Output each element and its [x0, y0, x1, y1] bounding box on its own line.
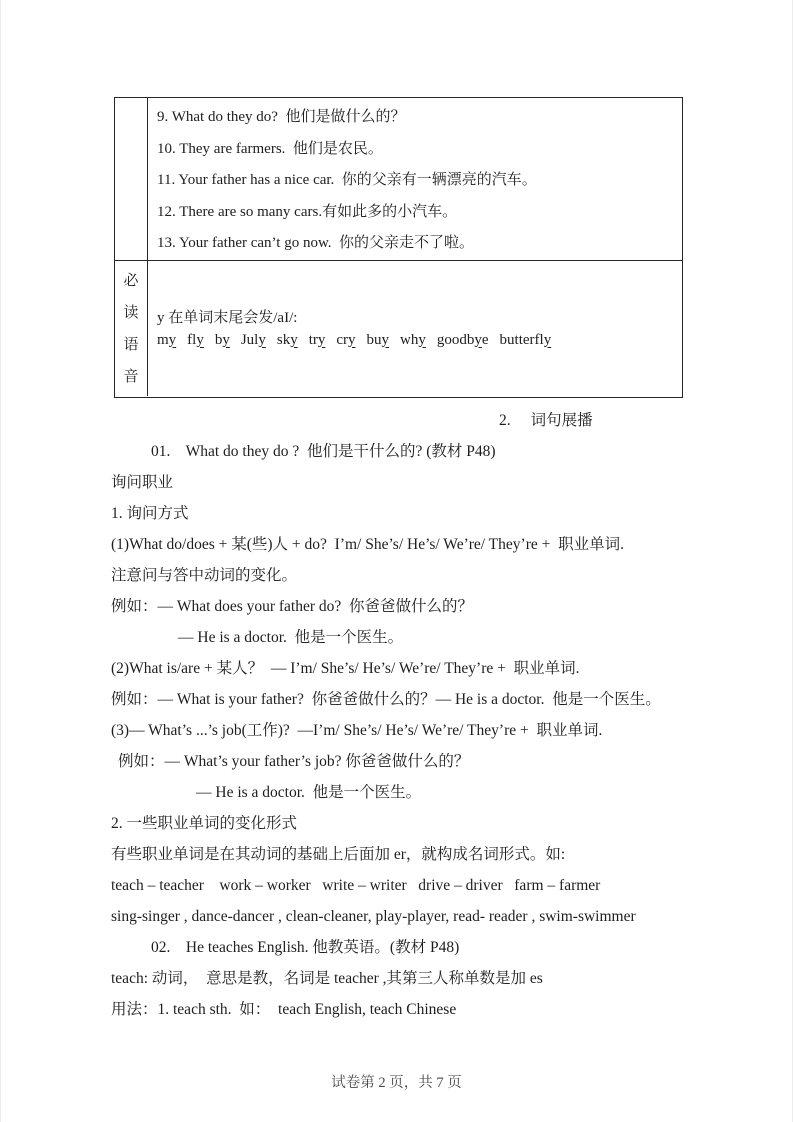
phonics-rule-prefix: y 在单词末尾会发/aI/:	[157, 309, 302, 326]
sentence-table	[114, 97, 683, 398]
paragraph-body: 用法：1. teach sth. 如： teach English, teach Chinese	[111, 1001, 457, 1018]
paragraph-body: 例如：— What does your father do? 你爸爸做什么的？	[111, 598, 474, 615]
section-heading-title: 词句展播	[530, 412, 593, 429]
paragraph-body: (2)What is/are + 某人？ — I’m/ She’s/ He’s/ We’re/ They’re + 职业单词.	[111, 660, 580, 677]
paragraph-body: 例如：— What is your father? 你爸爸做什么的？— He is a doctor. 他是一个医生。	[111, 691, 661, 708]
main-content	[111, 405, 693, 1025]
paragraph-body: 询问职业	[111, 474, 174, 491]
phonics-word: butterfly	[499, 331, 552, 348]
phonics-rule	[157, 307, 682, 351]
section-heading-number: 2.	[499, 412, 511, 429]
phonics-word: sky	[276, 331, 298, 348]
phonics-word-list	[157, 332, 562, 348]
sentence-line: 10. They are farmers. 他们是农民。	[157, 140, 383, 157]
phonics-word: why	[400, 331, 426, 348]
phonics-word: goodbye	[436, 331, 489, 348]
sentence-line: 9. What do they do? 他们是做什么的？	[157, 109, 406, 125]
paragraph-body: (3)— What’s ...’s job(工作)? —I’m/ She’s/ He’s/ We’re/ They’re + 职业单词.	[111, 722, 603, 739]
phonics-word: try	[308, 331, 326, 348]
paragraph-body: 有些职业单词是在其动词的基础上后面加 er，就构成名词形式。如:	[111, 846, 566, 863]
paragraph-body: teach – teacher work – worker write – writer drive – driver farm – farmer	[111, 877, 601, 894]
sentence-line: 13. Your father can’t go now. 你的父亲走不了啦。	[157, 235, 475, 252]
sentence-line: 12. There are so many cars.有如此多的小汽车。	[157, 203, 458, 220]
paragraph-body: sing-singer , dance-dancer , clean-cleaner, play-player, read- reader , swim-swimmer	[111, 908, 636, 925]
paragraph-list	[111, 436, 693, 1025]
phonics-label-char: 音	[123, 368, 139, 385]
paragraph-body: teach: 动词， 意思是教，名词是 teacher ,其第三人称单数是加 es	[111, 970, 543, 987]
phonics-word: fly	[187, 331, 204, 348]
phonics-word: cry	[336, 331, 356, 348]
phonics-word: July	[240, 331, 266, 348]
paragraph-item-heading: 01. What do they do ? 他们是干什么的? (教材 P48)	[151, 443, 496, 460]
page-footer: 试卷第 2 页，共 7 页	[331, 1075, 462, 1091]
phonics-label-char: 语	[123, 336, 139, 353]
paragraph-answer1: — He is a doctor. 他是一个医生。	[178, 629, 404, 646]
phonics-cell	[148, 261, 682, 396]
paragraph-body: (1)What do/does + 某(些)人 + do? I’m/ She’s/ He’s/ We’re/ They’re + 职业单词.	[111, 536, 624, 553]
phonics-label-char: 读	[123, 304, 139, 321]
table-row-phonics	[115, 261, 682, 396]
paragraph-body: 1. 询问方式	[111, 505, 189, 522]
sentences-cell	[148, 98, 682, 260]
paragraph-body: 注意问与答中动词的变化。	[111, 567, 298, 584]
phonics-label-char: 必	[123, 272, 139, 289]
paragraph-example-sm: 例如：— What’s your father’s job? 你爸爸做什么的？	[118, 753, 470, 770]
sentences-label-cell	[115, 98, 148, 260]
sentence-line: 11. Your father has a nice car. 你的父亲有一辆漂亮的汽车。	[157, 172, 537, 189]
paragraph-item-heading: 02. He teaches English. 他教英语。(教材 P48)	[151, 939, 460, 956]
phonics-label-cell	[115, 261, 148, 396]
paragraph-body: 2. 一些职业单词的变化形式	[111, 815, 298, 832]
section-heading	[111, 405, 693, 436]
paragraph-answer2: — He is a doctor. 他是一个医生。	[196, 784, 422, 801]
phonics-word: by	[214, 331, 230, 348]
phonics-word: my	[157, 331, 177, 348]
table-row-sentences	[115, 98, 682, 261]
phonics-word: buy	[366, 331, 390, 348]
